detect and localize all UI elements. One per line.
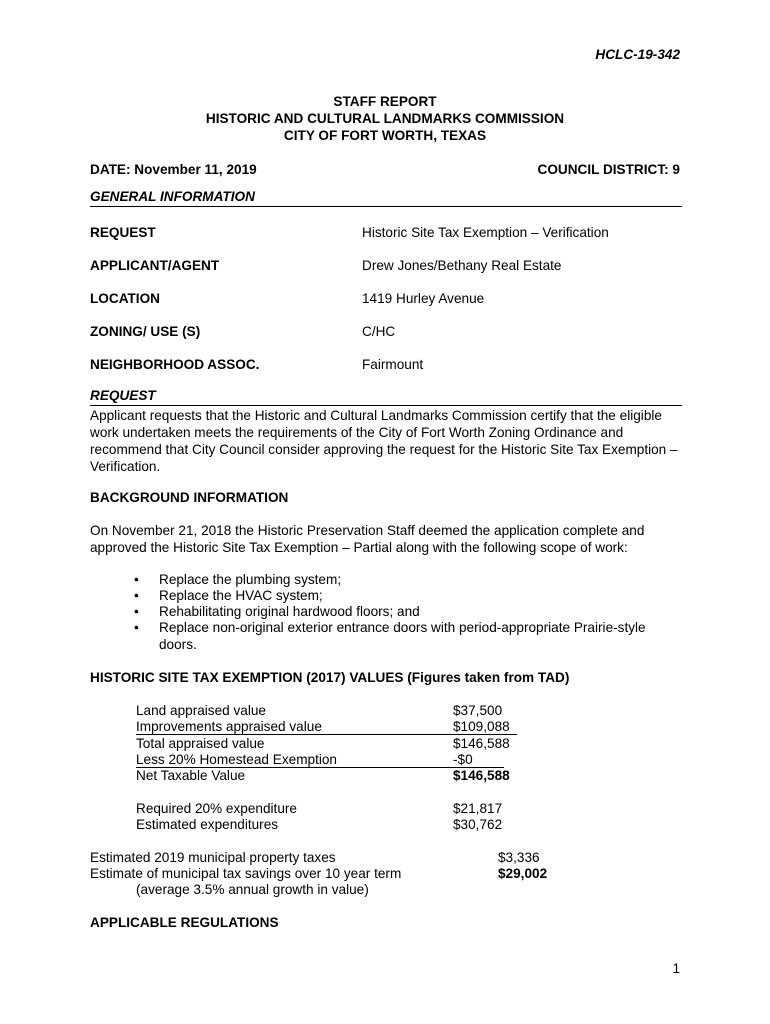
tax-note: (average 3.5% annual growth in value) xyxy=(136,882,369,897)
tax-amount: $3,336 xyxy=(498,850,540,865)
info-value-location: 1419 Hurley Avenue xyxy=(362,291,485,306)
info-value-zoning: C/HC xyxy=(362,324,396,339)
value-label: Total appraised value xyxy=(136,736,265,751)
scope-item: Rehabilitating original hardwood floors; and xyxy=(159,604,420,619)
info-label-request: REQUEST xyxy=(90,225,156,240)
net-taxable-amount: $146,588 xyxy=(453,768,510,783)
value-amount: $109,088 xyxy=(453,719,510,734)
tax-label: Estimated 2019 municipal property taxes xyxy=(90,850,336,865)
background-paragraph: On November 21, 2018 the Historic Preservation Staff deemed the application complete and approved the Historic Site Tax Exemption – Partial along with the following scope of work: xyxy=(90,523,645,555)
tax-savings-amount: $29,002 xyxy=(498,866,548,881)
section-rule xyxy=(90,405,682,406)
info-label-applicant: APPLICANT/AGENT xyxy=(90,258,220,273)
regulations-heading: APPLICABLE REGULATIONS xyxy=(90,915,279,930)
city-name: CITY OF FORT WORTH, TEXAS xyxy=(283,128,487,143)
expenditure-amount: $30,762 xyxy=(453,817,503,832)
expenditure-amount: $21,817 xyxy=(453,801,503,816)
document-id: HCLC-19-342 xyxy=(595,47,680,62)
council-district: COUNCIL DISTRICT: 9 xyxy=(537,162,680,177)
section-rule xyxy=(90,206,682,207)
report-date: DATE: November 11, 2019 xyxy=(90,162,257,177)
value-amount: -$0 xyxy=(453,752,473,767)
info-label-neighborhood: NEIGHBORHOOD ASSOC. xyxy=(90,357,260,372)
value-amount: $37,500 xyxy=(453,703,503,718)
info-value-applicant: Drew Jones/Bethany Real Estate xyxy=(362,258,562,273)
page-number: 1 xyxy=(672,961,680,976)
info-label-zoning: ZONING/ USE (S) xyxy=(90,324,201,339)
underline-rule xyxy=(136,734,517,735)
values-heading: HISTORIC SITE TAX EXEMPTION (2017) VALUES (Figures taken from TAD) xyxy=(90,670,570,685)
commission-name: HISTORIC AND CULTURAL LANDMARKS COMMISSION xyxy=(205,111,565,126)
background-heading: BACKGROUND INFORMATION xyxy=(90,490,289,505)
value-label: Net Taxable Value xyxy=(136,768,246,783)
scope-item: Replace non-original exterior entrance doors with period-appropriate Prairie-style doors. xyxy=(159,620,646,652)
general-info-heading: GENERAL INFORMATION xyxy=(90,189,255,204)
bullet-icon: • xyxy=(134,620,139,635)
report-title: STAFF REPORT xyxy=(333,94,437,109)
bullet-icon: • xyxy=(134,572,139,587)
bullet-icon: • xyxy=(134,604,139,619)
info-value-neighborhood: Fairmount xyxy=(362,357,424,372)
info-value-request: Historic Site Tax Exemption – Verification xyxy=(362,225,609,240)
value-label: Land appraised value xyxy=(136,703,266,718)
value-amount: $146,588 xyxy=(453,736,510,751)
expenditure-label: Estimated expenditures xyxy=(136,817,279,832)
value-label: Improvements appraised value xyxy=(136,719,322,734)
bullet-icon: • xyxy=(134,588,139,603)
value-label: Less 20% Homestead Exemption xyxy=(136,752,337,767)
info-label-location: LOCATION xyxy=(90,291,160,306)
expenditure-label: Required 20% expenditure xyxy=(136,801,297,816)
request-heading: REQUEST xyxy=(90,388,156,403)
scope-item: Replace the HVAC system; xyxy=(159,588,323,603)
scope-item: Replace the plumbing system; xyxy=(159,572,342,587)
request-paragraph: Applicant requests that the Historic and Cultural Landmarks Commission certify that the eligible work undertaken meets the requirements of the City of Fort Worth Zoning Ordinance and recommend that City Council consider approving the request for the Historic Site Tax Exemption – Verification. xyxy=(90,408,678,474)
tax-label: Estimate of municipal tax savings over 10 year term xyxy=(90,866,402,881)
